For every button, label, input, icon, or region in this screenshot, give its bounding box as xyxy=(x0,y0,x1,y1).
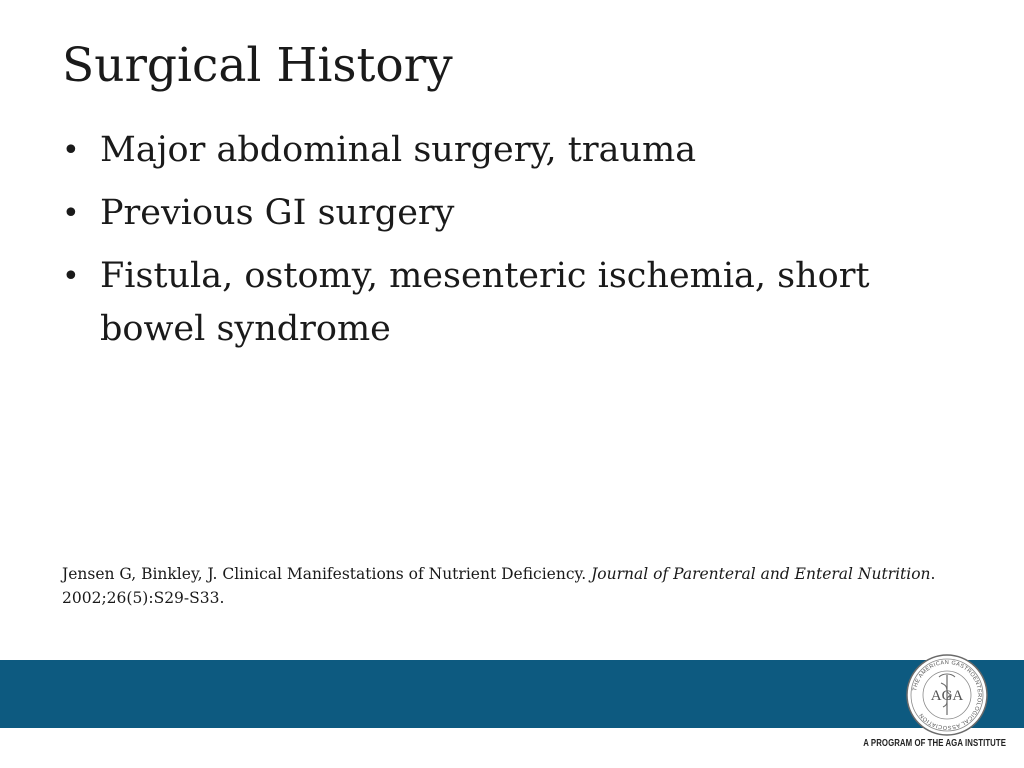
program-text: A PROGRAM OF THE AGA INSTITUTE xyxy=(863,738,1006,749)
bullet-item xyxy=(62,250,962,356)
citation-journal: Journal of Parenteral and Enteral Nutrition xyxy=(591,565,931,583)
citation xyxy=(62,562,942,610)
bullet-text: Fistula, ostomy, mesenteric ischemia, short bowel syndrome xyxy=(100,256,870,349)
bullet-text: Previous GI surgery xyxy=(100,193,455,233)
bullet-marker: • xyxy=(62,133,80,168)
bullet-marker: • xyxy=(62,196,80,231)
bullet-list xyxy=(62,124,962,366)
bullet-marker: • xyxy=(62,259,80,294)
bullet-item xyxy=(62,124,962,177)
bullet-item xyxy=(62,187,962,240)
logo-letters: AGA xyxy=(930,688,964,704)
aga-seal-icon xyxy=(905,653,989,737)
footer-band xyxy=(0,659,1024,731)
bullet-text: Major abdominal surgery, trauma xyxy=(100,130,697,170)
citation-authors-title: Jensen G, Binkley, J. Clinical Manifestations of Nutrient Deficiency. xyxy=(62,565,587,583)
logo-ring-text: THE AMERICAN GASTROENTEROLOGICAL ASSOCIATION xyxy=(912,659,983,731)
citation-details: . 2002;26(5):S29-S33. xyxy=(62,565,936,607)
slide-title: Surgical History xyxy=(62,38,453,93)
